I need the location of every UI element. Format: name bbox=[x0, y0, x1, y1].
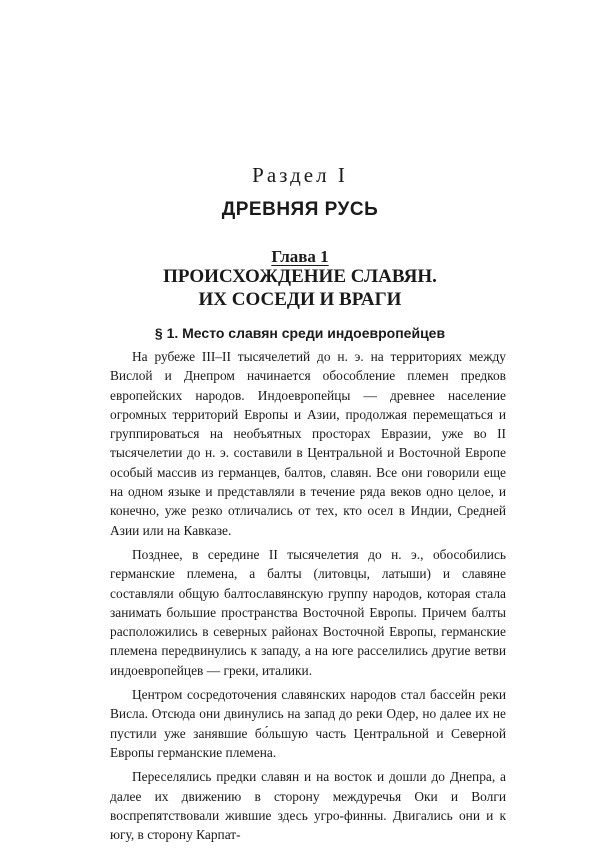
body-paragraph: Позднее, в середине II тысячелетия до н. э., обособились германские племена, а балты (литовцы, латыши) и славяне составляли общую балтославянскую группу народов, которая стала занимать большие пространства Восточной Европы. Причем балты расположились в северных районах Восточной Европы, германские племена передвинулись к западу, а на юге расселились другие ветви индоевропейцев — греки, италики. bbox=[110, 546, 506, 678]
section-label: Раздел I bbox=[252, 163, 348, 187]
body-paragraph: Переселялись предки славян и на восток и дошли до Днепра, а далее их движению в сторону междуречья Оки и Волги воспрепятствовали жившие здесь угро-финны. Двигались они и к югу, в сторону Карпат- bbox=[110, 769, 506, 843]
body-paragraph: Центром сосредоточения славянских народов стал бассейн реки Висла. Отсюда они двинулись на запад до реки Одер, но далее их не пустили уже занявшие бо́льшую часть Центральной и Северной Европы германские племена. bbox=[110, 687, 506, 760]
chapter-title bbox=[0, 265, 600, 311]
chapter-label-text: Глава 1 bbox=[271, 247, 329, 266]
paragraph-heading: § 1. Место славян среди индоевропейцев bbox=[154, 325, 446, 341]
chapter-title-line: ИХ СОСЕДИ И ВРАГИ bbox=[198, 289, 402, 310]
chapter-title-line: ПРОИСХОЖДЕНИЕ СЛАВЯН. bbox=[163, 266, 437, 287]
body-text bbox=[110, 347, 506, 849]
part-title: ДРЕВНЯЯ РУСЬ bbox=[221, 199, 379, 220]
body-paragraph: На рубеже III–II тысячелетий до н. э. на территориях между Вислой и Днепром начинается обособление племен предков европейских народов. Индоевропейцы — древнее население огромных территорий Европы и Азии, продолжая перемещаться и группироваться на необъятных просторах Евразии, уже во II тысячелетии до н. э. составили в Центральной и Восточной Европе особый массив из германцев, балтов, славян. Все они говорили еще на одном языке и представляли в течение ряда веков одно целое, и конечно, уже резко отличались от тех, кто осел в Индии, Средней Азии или на Кавказе. bbox=[110, 349, 506, 538]
chapter-label bbox=[0, 247, 600, 267]
